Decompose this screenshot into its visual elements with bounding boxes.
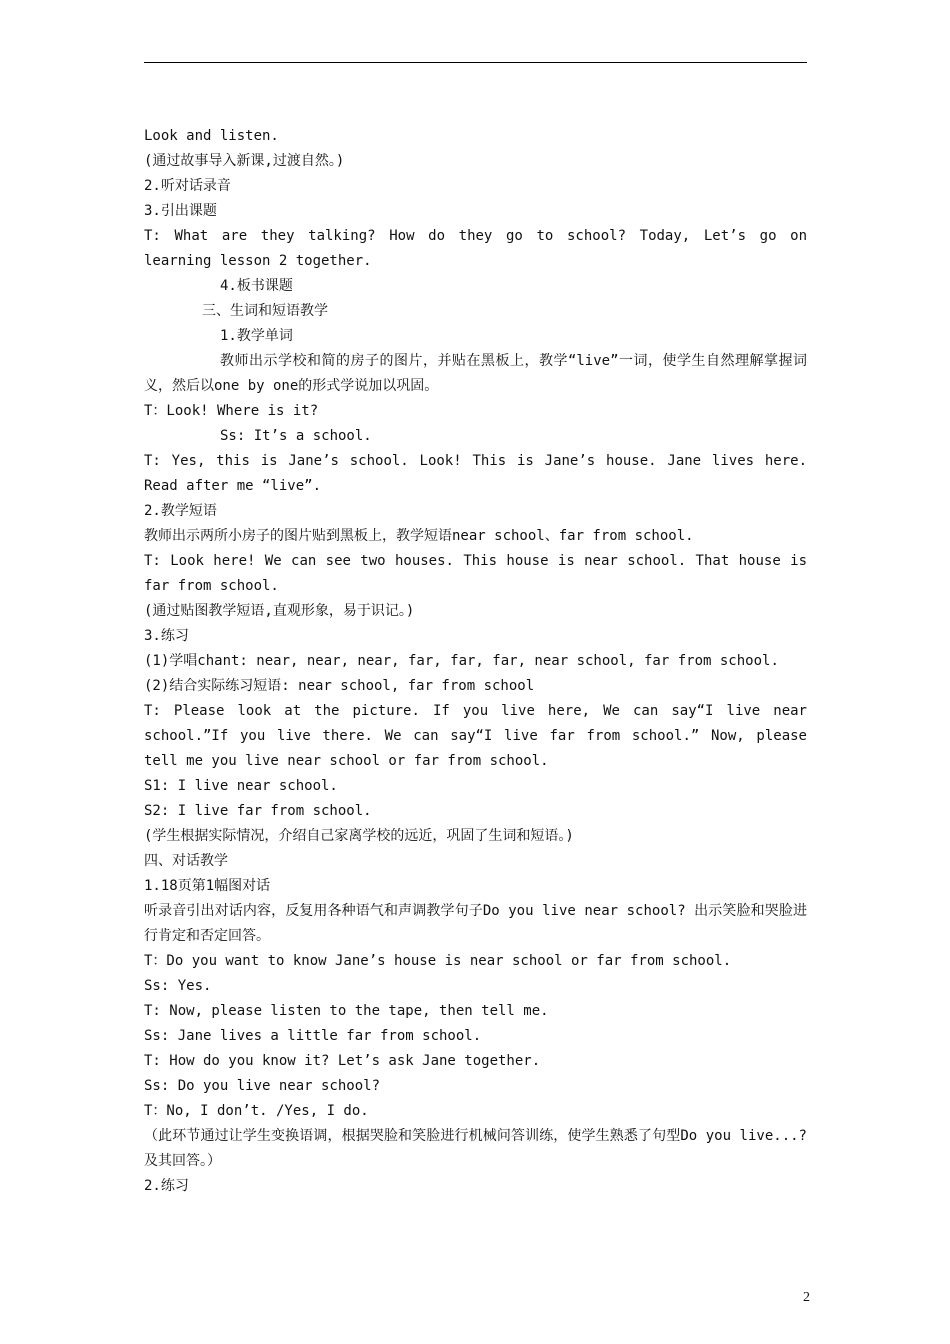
body-text xyxy=(144,124,807,1199)
text-line: (通过故事导入新课,过渡自然。) xyxy=(144,153,345,169)
section-heading: 四、对话教学 xyxy=(144,853,228,869)
paragraph: T: Look here! We can see two houses. This house is near school. That house is far from school. xyxy=(144,553,807,594)
text-line: 2.练习 xyxy=(144,1178,189,1194)
page-number: 2 xyxy=(803,1290,810,1305)
text-line: 1.教学单词 xyxy=(220,328,293,344)
header-rule xyxy=(144,62,807,63)
text-line: 3.练习 xyxy=(144,628,189,644)
text-line: 3.引出课题 xyxy=(144,203,217,219)
text-line: T：No, I don’t. /Yes, I do. xyxy=(144,1103,369,1119)
text-line: T：Look! Where is it? xyxy=(144,403,319,419)
paragraph: （此环节通过让学生变换语调，根据哭脸和笑脸进行机械问答训练，使学生熟悉了句型Do you live...?及其回答。） xyxy=(144,1128,807,1169)
paragraph: T: Please look at the picture. If you live here, We can say“I live near school.”If you live there. We can say“I live far from school.” Now, please tell me you live near school or far from school. xyxy=(144,703,807,769)
text-line: 2.教学短语 xyxy=(144,503,217,519)
text-line: S2: I live far from school. xyxy=(144,803,372,819)
paragraph: T: What are they talking? How do they go to school? Today, Let’s go on learning lesson 2 together. xyxy=(144,228,807,269)
text-line: Look and listen. xyxy=(144,128,279,144)
text-line: S1: I live near school. xyxy=(144,778,338,794)
text-line: 1.18页第1幅图对话 xyxy=(144,878,271,894)
text-line: T: Now, please listen to the tape, then tell me. xyxy=(144,1003,549,1019)
text-line: Ss: It’s a school. xyxy=(220,428,372,444)
text-line: 教师出示两所小房子的图片贴到黑板上，教学短语near school、far from school. xyxy=(144,528,694,544)
text-line: (学生根据实际情况，介绍自己家离学校的远近，巩固了生词和短语。) xyxy=(144,828,574,844)
text-line: 4.板书课题 xyxy=(220,278,293,294)
text-line: T: How do you know it? Let’s ask Jane together. xyxy=(144,1053,541,1069)
text-line: (2)结合实际练习短语: near school, far from school xyxy=(144,678,535,694)
text-line: (通过贴图教学短语,直观形象，易于识记。) xyxy=(144,603,415,619)
section-heading: 三、生词和短语教学 xyxy=(202,303,328,319)
paragraph: 教师出示学校和简的房子的图片，并贴在黑板上，教学“live”一词，使学生自然理解掌握词义，然后以one by one的形式学说加以巩固。 xyxy=(144,353,807,394)
text-line: 2.听对话录音 xyxy=(144,178,231,194)
text-line: Ss: Yes. xyxy=(144,978,212,994)
text-line: Ss: Do you live near school? xyxy=(144,1078,381,1094)
paragraph: T: Yes, this is Jane’s school. Look! This is Jane’s house. Jane lives here. Read after me “live”. xyxy=(144,453,807,494)
text-line: Ss: Jane lives a little far from school. xyxy=(144,1028,482,1044)
text-line: T：Do you want to know Jane’s house is near school or far from school. xyxy=(144,953,732,969)
paragraph: 听录音引出对话内容，反复用各种语气和声调教学句子Do you live near school? 出示笑脸和哭脸进行肯定和否定回答。 xyxy=(144,903,807,944)
paragraph: (1)学唱chant: near, near, near, far, far, far, near school, far from school. xyxy=(144,653,779,669)
